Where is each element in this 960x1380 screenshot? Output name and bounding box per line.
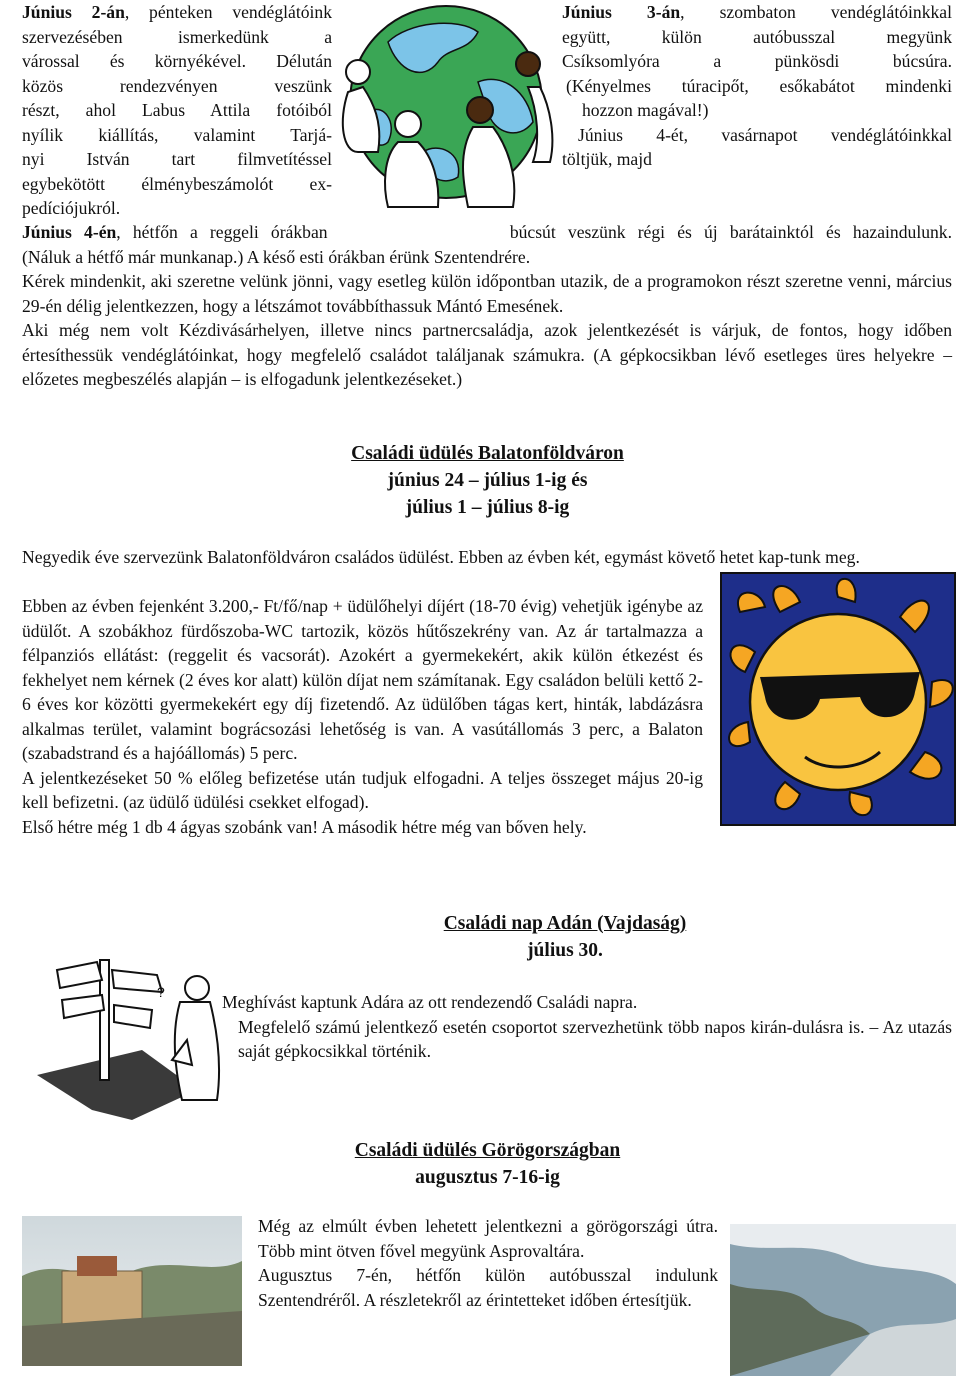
greece-p1: Még az elmúlt évben lehetett jelentkezni a görögországi útra. Több mint ötven fővel megyünk Asprovaltára. bbox=[258, 1216, 718, 1261]
intro-right-column bbox=[562, 0, 952, 172]
adan-body bbox=[222, 990, 952, 1064]
june4-b: búcsút veszünk régi és új barátainktól és hazaindulunk. bbox=[509, 222, 952, 242]
adan-date: július 30. bbox=[527, 940, 603, 961]
left-line bbox=[22, 98, 332, 123]
right-text: hozzon magával!) bbox=[582, 100, 709, 120]
intro-left-column bbox=[22, 0, 332, 221]
svg-text:?: ? bbox=[157, 984, 165, 1000]
balaton-p4: Első hétre még 1 db 4 ágyas szobánk van! A második hétre még van bőven hely. bbox=[22, 816, 587, 837]
greece-p2: Augusztus 7-én, hétfőn külön autóbusszal indulunk Szentendréről. A részletekről az érintetteket időben értesítjük. bbox=[258, 1265, 718, 1310]
coast-photo bbox=[730, 1224, 956, 1376]
left-text: pedíciójukról. bbox=[22, 198, 121, 218]
balaton-dates-1: június 24 – július 1-ig és bbox=[387, 470, 588, 491]
left-text: közös rendezvényen veszünk bbox=[22, 75, 332, 96]
right-text: töltjük, majd bbox=[562, 149, 652, 169]
right-line bbox=[562, 49, 952, 74]
monastery-photo bbox=[22, 1216, 242, 1366]
left-text: nyi István tart filmvetítéssel bbox=[22, 149, 332, 169]
adan-p1: Meghívást kaptunk Adára az ott rendezendő Családi napra. bbox=[222, 992, 638, 1012]
signpost-man-clipart bbox=[22, 940, 247, 1120]
adan-p2: Megfelelő számú jelentkező esetén csoportot szervezhetünk több napos kirán-dulásra is. – Az utazás saját gépkocsikkal történik. bbox=[238, 1016, 952, 1061]
right-bold-date: Június 3-án bbox=[562, 2, 681, 22]
left-line bbox=[22, 172, 332, 197]
balaton-p3: A jelentkezéseket 50 % előleg befizetése után tudjuk elfogadni. A teljes összeget május 20-ig kell befizetni. (az üdülő üdülési csekket elfogad). bbox=[22, 767, 703, 812]
adan-heading bbox=[415, 910, 715, 964]
partner-family-paragraph: Aki még nem volt Kézdivásárhelyen, illetve nincs partnercsaládja, azok jelentkezését is várjuk, de fontos, hogy időben értesíthessük vendéglátóinkat, hogy megfelelő családot találjanak számukra. (A gépkocsikban lévő esetleges üres helyekre – előzetes megbeszélés alapján – is elfogadunk jelentkezéseket.) bbox=[22, 320, 952, 389]
left-line bbox=[22, 147, 332, 172]
right-text: (Kényelmes túracipőt, esőkabátot mindenki bbox=[566, 75, 952, 96]
left-line bbox=[22, 196, 332, 221]
june4-line bbox=[22, 220, 952, 245]
left-text: várossal és környékével. Délután bbox=[22, 51, 332, 71]
balaton-title: Családi üdülés Balatonföldváron bbox=[351, 443, 624, 464]
left-text: részt, ahol Labus Attila fotóiból bbox=[22, 100, 332, 120]
right-line bbox=[562, 98, 952, 123]
left-line bbox=[22, 123, 332, 148]
left-text: nyílik kiállítás, valamint Tarjá- bbox=[22, 124, 332, 145]
adan-title: Családi nap Adán (Vajdaság) bbox=[443, 913, 687, 934]
left-bold-date: Június 2-án bbox=[22, 2, 125, 22]
june4-date: Június 4-én bbox=[22, 222, 117, 242]
left-line bbox=[22, 49, 332, 74]
left-line bbox=[22, 0, 332, 25]
greece-title: Családi üdülés Görögországban bbox=[354, 1140, 621, 1161]
balaton-intro bbox=[22, 545, 952, 570]
left-text: , pénteken vendéglátóink bbox=[124, 2, 332, 22]
right-text: Csíksomlyóra a pünkösdi búcsúra. bbox=[562, 51, 952, 71]
june4-c: (Náluk a hétfő már munkanap.) A késő esti órákban érünk Szentendrére. bbox=[22, 246, 531, 267]
balaton-p1: Negyedik éve szervezünk Balatonföldváron családos üdülést. Ebben az évben két, egymást követő hetet kap-tunk meg. bbox=[22, 547, 860, 567]
greece-heading bbox=[0, 1137, 960, 1191]
left-text: szervezésében ismerkedünk a bbox=[22, 26, 332, 47]
greece-date: augusztus 7-16-ig bbox=[415, 1167, 560, 1188]
balaton-p2: Ebben az évben fejenként 3.200,- Ft/fő/nap + üdülőhelyi díjért (18-70 évig) vehetjük igénybe az üdülőt. A szobákhoz fürdőszoba-WC tartozik, közös hűtőszekrény van. Az ár tartalmazza a félpanziós ellátást: (reggelit és vacsorát). Azokért a gyermekekért, akik külön étkezést és fekhelyet nem kérnek (2 éves kor alatt) külön díjat nem számítanak. Egy családon belüli kettő 2-6 éves kor közötti gyermekekért egy díj fizetendő. Az üdülőben tágas kert, hinták, labdázásra alkalmas terület, valamint bográcsozási lehetőség is van. A vasútállomás 3 perc, a Balaton (szabadstrand és a hajóállomás) 5 perc. bbox=[22, 596, 703, 763]
balaton-heading bbox=[0, 440, 960, 521]
right-text: , szombaton vendéglátóinkkal bbox=[680, 2, 952, 22]
right-line bbox=[562, 25, 952, 50]
right-line bbox=[562, 74, 952, 99]
right-line bbox=[562, 147, 952, 172]
left-text: egybekötött élménybeszámolót ex- bbox=[22, 173, 332, 194]
right-line bbox=[562, 0, 952, 25]
balaton-body bbox=[22, 594, 703, 839]
registration-paragraph: Kérek mindenkit, aki szeretne velünk jönni, vagy esetleg külön időpontban utazik, de a programokon részt szeretne venni, március 29-én délig jelentkezzen, hogy a létszámot továbbíthassuk Mántó Emesének. bbox=[22, 271, 952, 316]
june4-a: , hétfőn a reggeli órákban bbox=[116, 222, 328, 242]
right-line bbox=[562, 123, 952, 148]
right-text: Június 4-ét, vasárnapot vendéglátóinkkal bbox=[578, 124, 952, 145]
left-line bbox=[22, 25, 332, 50]
balaton-dates-2: július 1 – július 8-ig bbox=[405, 497, 570, 518]
intro-extended bbox=[22, 220, 952, 392]
greece-body bbox=[258, 1214, 718, 1312]
globe-children-clipart bbox=[328, 2, 560, 212]
left-line bbox=[22, 74, 332, 99]
sun-sunglasses-clipart bbox=[720, 572, 956, 826]
right-text: együtt, külön autóbusszal megyünk bbox=[562, 26, 952, 47]
